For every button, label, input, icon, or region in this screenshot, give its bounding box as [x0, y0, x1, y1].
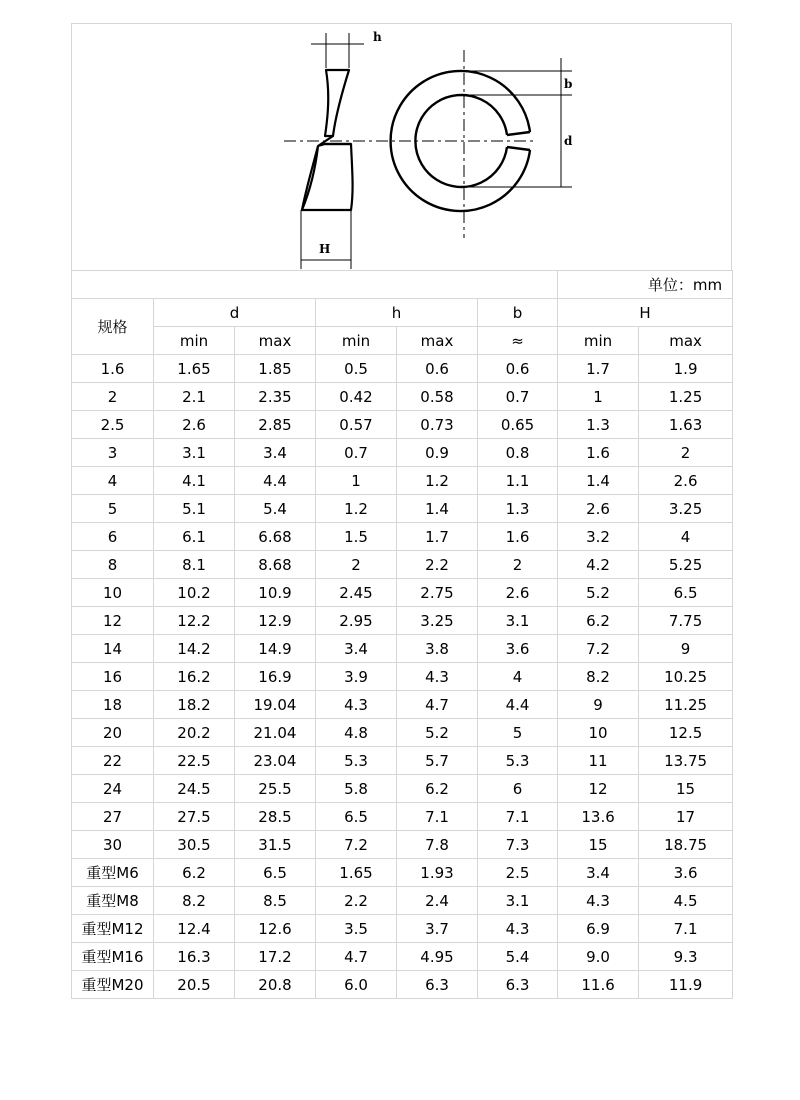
cell-H-min: 4.2 — [558, 551, 639, 579]
b-d-dimensions — [469, 58, 572, 187]
header-row-1 — [72, 299, 733, 327]
cell-H-min: 6.9 — [558, 915, 639, 943]
cell-H-max: 7.1 — [639, 915, 733, 943]
cell-b-approx: 4 — [478, 663, 558, 691]
blank-cell — [72, 271, 558, 299]
cell-h-max: 0.9 — [397, 439, 478, 467]
cell-spec: 6 — [72, 523, 154, 551]
cell-d-max: 12.9 — [235, 607, 316, 635]
cell-d-min: 24.5 — [154, 775, 235, 803]
cell-h-min: 0.7 — [316, 439, 397, 467]
table-row — [72, 859, 733, 887]
sub-header-b-approx: ≈ — [478, 327, 558, 355]
cell-b-approx: 0.8 — [478, 439, 558, 467]
washer-diagram — [72, 24, 731, 270]
cell-h-max: 0.58 — [397, 383, 478, 411]
cell-H-min: 11 — [558, 747, 639, 775]
cell-H-max: 2.6 — [639, 467, 733, 495]
cell-d-min: 16.3 — [154, 943, 235, 971]
cell-d-max: 16.9 — [235, 663, 316, 691]
table-row — [72, 607, 733, 635]
cell-d-max: 19.04 — [235, 691, 316, 719]
cell-h-min: 2 — [316, 551, 397, 579]
cell-spec: 12 — [72, 607, 154, 635]
cell-b-approx: 7.1 — [478, 803, 558, 831]
cell-h-min: 4.3 — [316, 691, 397, 719]
cell-spec: 20 — [72, 719, 154, 747]
cell-H-min: 9.0 — [558, 943, 639, 971]
cell-d-max: 2.35 — [235, 383, 316, 411]
table-row — [72, 887, 733, 915]
cell-h-min: 2.45 — [316, 579, 397, 607]
cell-h-min: 4.7 — [316, 943, 397, 971]
table-row — [72, 467, 733, 495]
cell-d-min: 20.5 — [154, 971, 235, 999]
cell-spec: 10 — [72, 579, 154, 607]
cell-b-approx: 4.4 — [478, 691, 558, 719]
cell-H-max: 1.63 — [639, 411, 733, 439]
cell-spec: 2.5 — [72, 411, 154, 439]
cell-H-min: 1.3 — [558, 411, 639, 439]
table-row — [72, 943, 733, 971]
cell-d-min: 10.2 — [154, 579, 235, 607]
cell-b-approx: 0.65 — [478, 411, 558, 439]
cell-spec: 24 — [72, 775, 154, 803]
cell-spec: 14 — [72, 635, 154, 663]
cell-H-max: 10.25 — [639, 663, 733, 691]
cell-h-min: 6.5 — [316, 803, 397, 831]
cell-H-min: 11.6 — [558, 971, 639, 999]
cell-H-min: 10 — [558, 719, 639, 747]
washer-drawing — [71, 23, 732, 270]
cell-h-min: 3.4 — [316, 635, 397, 663]
cell-H-max: 3.6 — [639, 859, 733, 887]
cell-spec: 3 — [72, 439, 154, 467]
cell-d-min: 5.1 — [154, 495, 235, 523]
cell-d-max: 8.5 — [235, 887, 316, 915]
cell-H-max: 9.3 — [639, 943, 733, 971]
cell-b-approx: 1.3 — [478, 495, 558, 523]
group-header-h: h — [316, 299, 478, 327]
unit-row — [72, 271, 733, 299]
cell-spec: 18 — [72, 691, 154, 719]
cell-h-min: 1 — [316, 467, 397, 495]
cell-spec: 2 — [72, 383, 154, 411]
cell-h-min: 3.9 — [316, 663, 397, 691]
cell-h-max: 4.95 — [397, 943, 478, 971]
cell-b-approx: 5 — [478, 719, 558, 747]
table-row — [72, 551, 733, 579]
cell-h-max: 5.2 — [397, 719, 478, 747]
cell-h-max: 1.4 — [397, 495, 478, 523]
cell-b-approx: 2 — [478, 551, 558, 579]
cell-d-min: 18.2 — [154, 691, 235, 719]
cell-H-min: 5.2 — [558, 579, 639, 607]
sub-header-H-max: max — [639, 327, 733, 355]
table-row — [72, 355, 733, 383]
cell-h-min: 1.65 — [316, 859, 397, 887]
cell-d-max: 5.4 — [235, 495, 316, 523]
cell-d-max: 6.68 — [235, 523, 316, 551]
cell-H-min: 1.6 — [558, 439, 639, 467]
cell-d-min: 22.5 — [154, 747, 235, 775]
cell-h-max: 5.7 — [397, 747, 478, 775]
cell-H-max: 3.25 — [639, 495, 733, 523]
cell-d-max: 14.9 — [235, 635, 316, 663]
cell-b-approx: 2.6 — [478, 579, 558, 607]
cell-h-min: 2.95 — [316, 607, 397, 635]
table-row — [72, 719, 733, 747]
cell-H-max: 15 — [639, 775, 733, 803]
cell-h-min: 6.0 — [316, 971, 397, 999]
cell-H-min: 9 — [558, 691, 639, 719]
table-row — [72, 411, 733, 439]
cell-H-max: 4.5 — [639, 887, 733, 915]
cell-b-approx: 4.3 — [478, 915, 558, 943]
cell-h-max: 2.75 — [397, 579, 478, 607]
cell-d-max: 8.68 — [235, 551, 316, 579]
cell-H-max: 17 — [639, 803, 733, 831]
cell-h-min: 0.57 — [316, 411, 397, 439]
cell-b-approx: 3.1 — [478, 607, 558, 635]
cell-spec: 16 — [72, 663, 154, 691]
cell-H-min: 1.7 — [558, 355, 639, 383]
cell-H-min: 2.6 — [558, 495, 639, 523]
table-row — [72, 579, 733, 607]
H-dim-label: H — [319, 242, 331, 256]
cell-d-min: 20.2 — [154, 719, 235, 747]
header-row-2 — [72, 327, 733, 355]
cell-H-max: 5.25 — [639, 551, 733, 579]
spec-sheet — [71, 23, 732, 999]
cell-d-min: 3.1 — [154, 439, 235, 467]
cell-d-min: 12.2 — [154, 607, 235, 635]
b-label: b — [564, 77, 573, 91]
cell-spec: 22 — [72, 747, 154, 775]
cell-d-min: 14.2 — [154, 635, 235, 663]
cell-H-max: 2 — [639, 439, 733, 467]
cell-b-approx: 1.6 — [478, 523, 558, 551]
cell-spec: 重型M16 — [72, 943, 154, 971]
cell-d-min: 6.2 — [154, 859, 235, 887]
cell-H-max: 11.25 — [639, 691, 733, 719]
cell-spec: 重型M12 — [72, 915, 154, 943]
cell-spec: 1.6 — [72, 355, 154, 383]
cell-H-min: 3.2 — [558, 523, 639, 551]
cell-spec: 5 — [72, 495, 154, 523]
cell-H-min: 6.2 — [558, 607, 639, 635]
cell-d-min: 27.5 — [154, 803, 235, 831]
cell-b-approx: 0.7 — [478, 383, 558, 411]
table-row — [72, 691, 733, 719]
sub-header-d-max: max — [235, 327, 316, 355]
cell-b-approx: 0.6 — [478, 355, 558, 383]
cell-b-approx: 7.3 — [478, 831, 558, 859]
cell-h-min: 4.8 — [316, 719, 397, 747]
cell-spec: 重型M6 — [72, 859, 154, 887]
cell-H-min: 8.2 — [558, 663, 639, 691]
group-header-d: d — [154, 299, 316, 327]
cell-d-max: 2.85 — [235, 411, 316, 439]
cell-H-min: 1 — [558, 383, 639, 411]
cell-h-max: 1.93 — [397, 859, 478, 887]
cell-h-min: 2.2 — [316, 887, 397, 915]
unit-label: 单位：mm — [558, 271, 733, 299]
cell-H-max: 11.9 — [639, 971, 733, 999]
cell-spec: 27 — [72, 803, 154, 831]
cell-h-min: 5.3 — [316, 747, 397, 775]
cell-h-min: 1.5 — [316, 523, 397, 551]
cell-d-max: 6.5 — [235, 859, 316, 887]
table-row — [72, 523, 733, 551]
table-row — [72, 663, 733, 691]
cell-d-max: 10.9 — [235, 579, 316, 607]
sub-header-h-min: min — [316, 327, 397, 355]
table-row — [72, 971, 733, 999]
cell-h-max: 7.8 — [397, 831, 478, 859]
group-header-b: b — [478, 299, 558, 327]
cell-h-max: 6.3 — [397, 971, 478, 999]
cell-d-max: 21.04 — [235, 719, 316, 747]
cell-b-approx: 6 — [478, 775, 558, 803]
h-label: h — [373, 30, 382, 44]
cell-d-min: 8.2 — [154, 887, 235, 915]
table-row — [72, 775, 733, 803]
table-row — [72, 439, 733, 467]
table-row — [72, 915, 733, 943]
cell-d-max: 4.4 — [235, 467, 316, 495]
cell-spec: 重型M8 — [72, 887, 154, 915]
cell-h-min: 0.42 — [316, 383, 397, 411]
cell-spec: 4 — [72, 467, 154, 495]
cell-d-min: 16.2 — [154, 663, 235, 691]
cell-b-approx: 2.5 — [478, 859, 558, 887]
cell-d-max: 31.5 — [235, 831, 316, 859]
table-row — [72, 635, 733, 663]
cell-d-max: 17.2 — [235, 943, 316, 971]
cell-H-min: 4.3 — [558, 887, 639, 915]
washer-side-view — [302, 70, 353, 210]
cell-d-min: 2.1 — [154, 383, 235, 411]
cell-spec: 重型M20 — [72, 971, 154, 999]
cell-H-min: 13.6 — [558, 803, 639, 831]
cell-d-max: 28.5 — [235, 803, 316, 831]
sub-header-h-max: max — [397, 327, 478, 355]
cell-b-approx: 5.4 — [478, 943, 558, 971]
cell-h-min: 0.5 — [316, 355, 397, 383]
cell-h-max: 1.7 — [397, 523, 478, 551]
cell-d-max: 23.04 — [235, 747, 316, 775]
cell-h-max: 1.2 — [397, 467, 478, 495]
cell-d-min: 1.65 — [154, 355, 235, 383]
cell-H-min: 7.2 — [558, 635, 639, 663]
cell-H-max: 1.25 — [639, 383, 733, 411]
cell-H-max: 7.75 — [639, 607, 733, 635]
cell-spec: 30 — [72, 831, 154, 859]
table-row — [72, 383, 733, 411]
cell-h-max: 4.7 — [397, 691, 478, 719]
cell-d-max: 12.6 — [235, 915, 316, 943]
cell-b-approx: 6.3 — [478, 971, 558, 999]
cell-spec: 8 — [72, 551, 154, 579]
cell-h-max: 2.2 — [397, 551, 478, 579]
cell-h-max: 7.1 — [397, 803, 478, 831]
cell-h-max: 3.8 — [397, 635, 478, 663]
cell-d-min: 6.1 — [154, 523, 235, 551]
cell-H-max: 6.5 — [639, 579, 733, 607]
table-row — [72, 495, 733, 523]
cell-h-min: 7.2 — [316, 831, 397, 859]
cell-h-max: 0.73 — [397, 411, 478, 439]
table-row — [72, 747, 733, 775]
sub-header-d-min: min — [154, 327, 235, 355]
cell-d-min: 12.4 — [154, 915, 235, 943]
cell-d-min: 2.6 — [154, 411, 235, 439]
H-dimension — [301, 210, 351, 269]
cell-H-max: 9 — [639, 635, 733, 663]
table-row — [72, 803, 733, 831]
cell-H-min: 3.4 — [558, 859, 639, 887]
cell-H-max: 1.9 — [639, 355, 733, 383]
d-dim-label: d — [564, 134, 573, 148]
table-row — [72, 831, 733, 859]
cell-H-min: 12 — [558, 775, 639, 803]
cell-H-max: 4 — [639, 523, 733, 551]
cell-d-max: 25.5 — [235, 775, 316, 803]
cell-b-approx: 1.1 — [478, 467, 558, 495]
group-header-H: H — [558, 299, 733, 327]
cell-H-min: 1.4 — [558, 467, 639, 495]
cell-H-min: 15 — [558, 831, 639, 859]
cell-d-max: 3.4 — [235, 439, 316, 467]
cell-h-max: 4.3 — [397, 663, 478, 691]
cell-H-max: 12.5 — [639, 719, 733, 747]
cell-d-min: 8.1 — [154, 551, 235, 579]
sub-header-H-min: min — [558, 327, 639, 355]
cell-h-max: 6.2 — [397, 775, 478, 803]
cell-h-max: 3.25 — [397, 607, 478, 635]
cell-b-approx: 3.1 — [478, 887, 558, 915]
cell-h-max: 2.4 — [397, 887, 478, 915]
cell-d-min: 4.1 — [154, 467, 235, 495]
h-dimension — [311, 33, 364, 68]
cell-d-max: 20.8 — [235, 971, 316, 999]
cell-b-approx: 5.3 — [478, 747, 558, 775]
cell-H-max: 13.75 — [639, 747, 733, 775]
cell-h-max: 3.7 — [397, 915, 478, 943]
cell-h-min: 5.8 — [316, 775, 397, 803]
cell-h-min: 3.5 — [316, 915, 397, 943]
spec-table — [71, 270, 733, 999]
cell-d-max: 1.85 — [235, 355, 316, 383]
cell-h-max: 0.6 — [397, 355, 478, 383]
cell-b-approx: 3.6 — [478, 635, 558, 663]
cell-h-min: 1.2 — [316, 495, 397, 523]
cell-d-min: 30.5 — [154, 831, 235, 859]
spec-header: 规格 — [72, 299, 154, 355]
cell-H-max: 18.75 — [639, 831, 733, 859]
